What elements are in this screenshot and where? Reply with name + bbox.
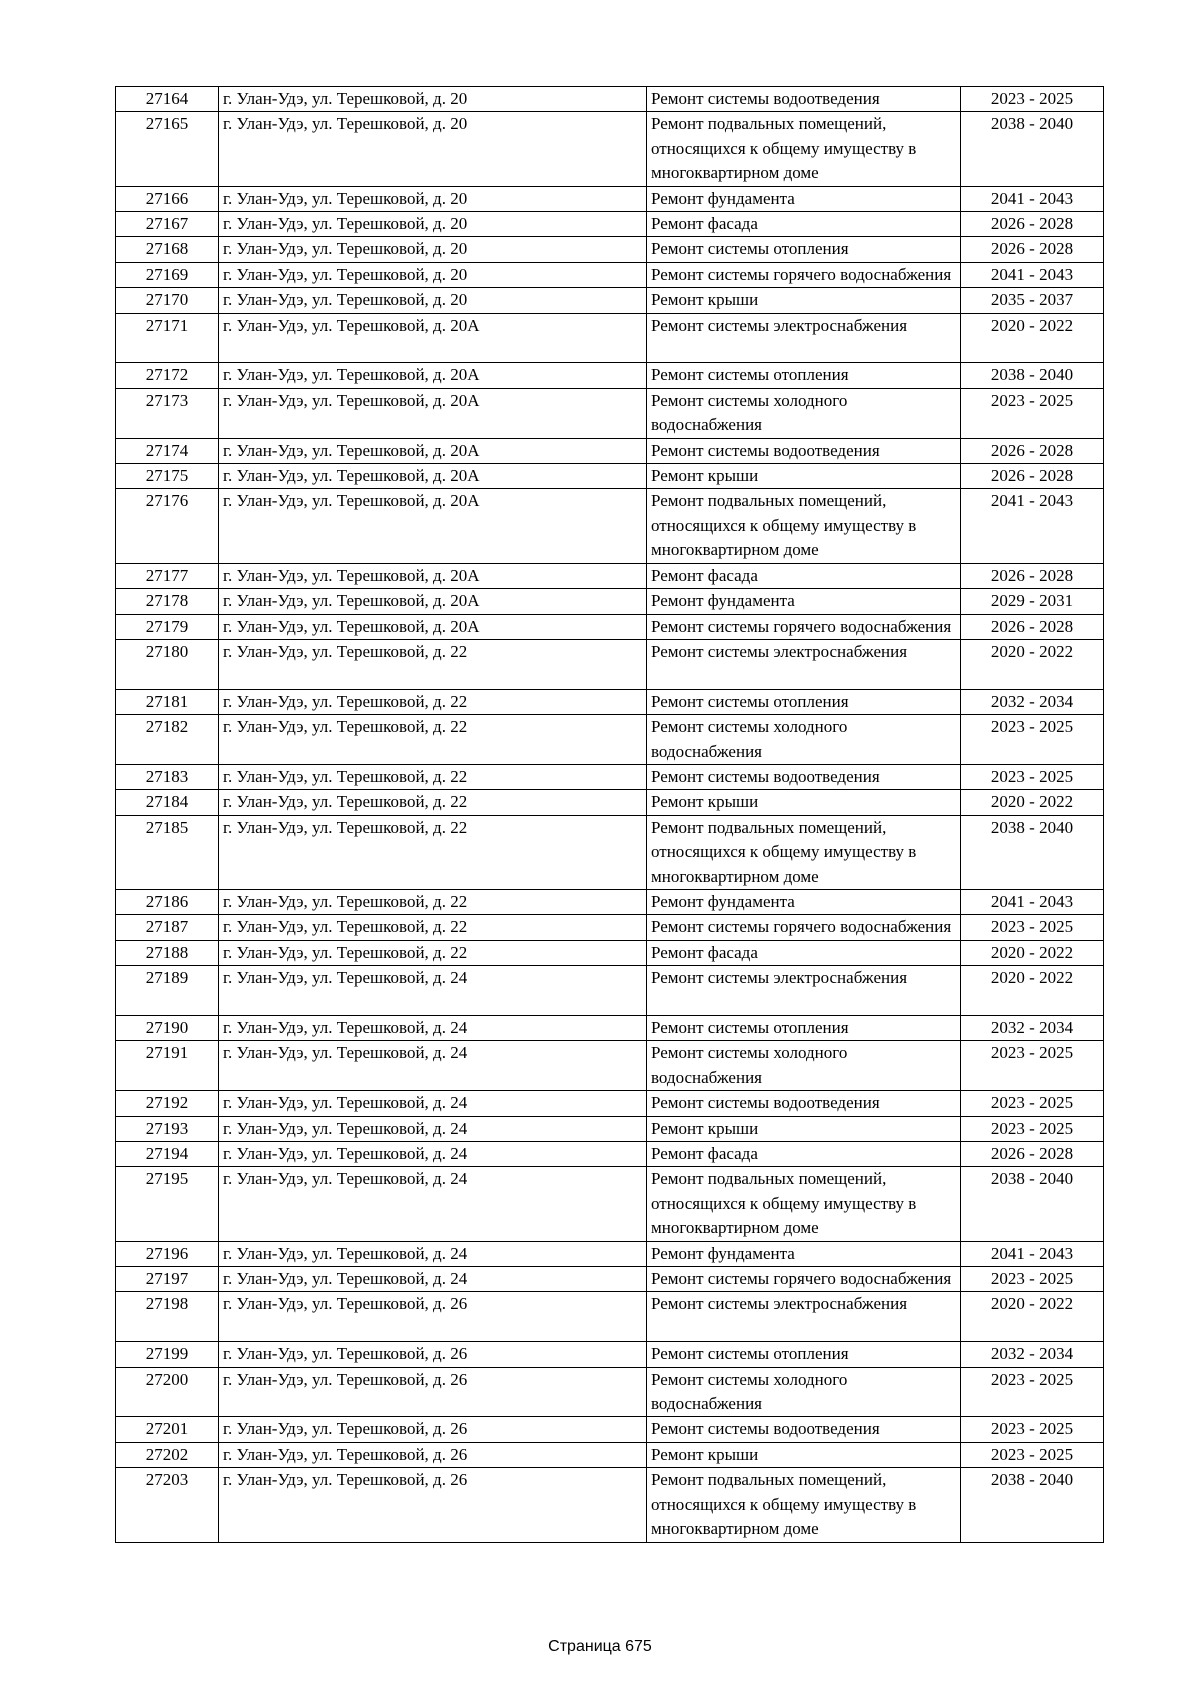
period-cell: 2029 - 2031 [961, 589, 1104, 614]
period-cell: 2032 - 2034 [961, 1015, 1104, 1040]
address-cell: г. Улан-Удэ, ул. Терешковой, д. 20 [219, 87, 647, 112]
work-type-cell: Ремонт системы электроснабжения [647, 639, 961, 689]
address-cell: г. Улан-Удэ, ул. Терешковой, д. 20А [219, 363, 647, 388]
work-type-cell: Ремонт системы водоотведения [647, 438, 961, 463]
work-type-cell: Ремонт системы горячего водоснабжения [647, 915, 961, 940]
table-row [116, 639, 1104, 689]
row-number-cell: 27185 [116, 815, 219, 889]
row-number-cell: 27181 [116, 689, 219, 714]
table-row [116, 288, 1104, 313]
row-number-cell: 27171 [116, 313, 219, 363]
table-row [116, 614, 1104, 639]
table-body [116, 87, 1104, 1543]
row-number-cell: 27199 [116, 1342, 219, 1367]
row-number-cell: 27177 [116, 563, 219, 588]
table-row [116, 464, 1104, 489]
period-cell: 2041 - 2043 [961, 186, 1104, 211]
address-cell: г. Улан-Удэ, ул. Терешковой, д. 26 [219, 1367, 647, 1417]
period-cell: 2023 - 2025 [961, 1091, 1104, 1116]
address-cell: г. Улан-Удэ, ул. Терешковой, д. 22 [219, 915, 647, 940]
period-cell: 2023 - 2025 [961, 388, 1104, 438]
period-cell: 2023 - 2025 [961, 1367, 1104, 1417]
table-row [116, 589, 1104, 614]
row-number-cell: 27203 [116, 1468, 219, 1542]
work-type-cell: Ремонт фасада [647, 563, 961, 588]
address-cell: г. Улан-Удэ, ул. Терешковой, д. 20 [219, 212, 647, 237]
row-number-cell: 27189 [116, 966, 219, 1016]
table-row [116, 715, 1104, 765]
work-type-cell: Ремонт системы отопления [647, 363, 961, 388]
work-type-cell: Ремонт фасада [647, 1142, 961, 1167]
row-number-cell: 27184 [116, 790, 219, 815]
table-row [116, 563, 1104, 588]
table-row [116, 1367, 1104, 1417]
address-cell: г. Улан-Удэ, ул. Терешковой, д. 24 [219, 1267, 647, 1292]
period-cell: 2026 - 2028 [961, 1142, 1104, 1167]
address-cell: г. Улан-Удэ, ул. Терешковой, д. 24 [219, 1241, 647, 1266]
work-type-cell: Ремонт фундамента [647, 1241, 961, 1266]
work-type-cell: Ремонт системы отопления [647, 689, 961, 714]
table-row [116, 689, 1104, 714]
row-number-cell: 27200 [116, 1367, 219, 1417]
row-number-cell: 27197 [116, 1267, 219, 1292]
work-type-cell: Ремонт системы электроснабжения [647, 313, 961, 363]
period-cell: 2023 - 2025 [961, 915, 1104, 940]
address-cell: г. Улан-Удэ, ул. Терешковой, д. 26 [219, 1417, 647, 1442]
address-cell: г. Улан-Удэ, ул. Терешковой, д. 22 [219, 715, 647, 765]
address-cell: г. Улан-Удэ, ул. Терешковой, д. 26 [219, 1292, 647, 1342]
table-row [116, 1468, 1104, 1542]
period-cell: 2020 - 2022 [961, 966, 1104, 1016]
row-number-cell: 27188 [116, 940, 219, 965]
address-cell: г. Улан-Удэ, ул. Терешковой, д. 26 [219, 1342, 647, 1367]
table-row [116, 915, 1104, 940]
table-row [116, 1241, 1104, 1266]
address-cell: г. Улан-Удэ, ул. Терешковой, д. 22 [219, 815, 647, 889]
address-cell: г. Улан-Удэ, ул. Терешковой, д. 20 [219, 186, 647, 211]
address-cell: г. Улан-Удэ, ул. Терешковой, д. 20А [219, 614, 647, 639]
row-number-cell: 27178 [116, 589, 219, 614]
period-cell: 2023 - 2025 [961, 87, 1104, 112]
work-type-cell: Ремонт системы холодного водоснабжения [647, 715, 961, 765]
work-type-cell: Ремонт системы отопления [647, 237, 961, 262]
address-cell: г. Улан-Удэ, ул. Терешковой, д. 22 [219, 889, 647, 914]
row-number-cell: 27183 [116, 764, 219, 789]
table-row [116, 790, 1104, 815]
period-cell: 2020 - 2022 [961, 790, 1104, 815]
table-row [116, 1142, 1104, 1167]
address-cell: г. Улан-Удэ, ул. Терешковой, д. 20А [219, 464, 647, 489]
row-number-cell: 27176 [116, 489, 219, 563]
address-cell: г. Улан-Удэ, ул. Терешковой, д. 20 [219, 288, 647, 313]
work-type-cell: Ремонт системы отопления [647, 1015, 961, 1040]
row-number-cell: 27179 [116, 614, 219, 639]
period-cell: 2038 - 2040 [961, 1167, 1104, 1241]
address-cell: г. Улан-Удэ, ул. Терешковой, д. 22 [219, 790, 647, 815]
row-number-cell: 27172 [116, 363, 219, 388]
period-cell: 2038 - 2040 [961, 112, 1104, 186]
row-number-cell: 27169 [116, 262, 219, 287]
work-type-cell: Ремонт фундамента [647, 589, 961, 614]
address-cell: г. Улан-Удэ, ул. Терешковой, д. 26 [219, 1442, 647, 1467]
work-type-cell: Ремонт системы холодного водоснабжения [647, 388, 961, 438]
table-row [116, 1342, 1104, 1367]
table-row [116, 112, 1104, 186]
period-cell: 2038 - 2040 [961, 815, 1104, 889]
period-cell: 2023 - 2025 [961, 715, 1104, 765]
work-type-cell: Ремонт фасада [647, 940, 961, 965]
row-number-cell: 27202 [116, 1442, 219, 1467]
address-cell: г. Улан-Удэ, ул. Терешковой, д. 24 [219, 1167, 647, 1241]
address-cell: г. Улан-Удэ, ул. Терешковой, д. 20А [219, 563, 647, 588]
row-number-cell: 27191 [116, 1041, 219, 1091]
table-row [116, 1091, 1104, 1116]
table-row [116, 186, 1104, 211]
period-cell: 2026 - 2028 [961, 614, 1104, 639]
address-cell: г. Улан-Удэ, ул. Терешковой, д. 20А [219, 589, 647, 614]
work-type-cell: Ремонт подвальных помещений, относящихся к общему имуществу в многоквартирном доме [647, 489, 961, 563]
work-type-cell: Ремонт фундамента [647, 186, 961, 211]
work-type-cell: Ремонт системы холодного водоснабжения [647, 1367, 961, 1417]
row-number-cell: 27194 [116, 1142, 219, 1167]
work-type-cell: Ремонт подвальных помещений, относящихся к общему имуществу в многоквартирном доме [647, 815, 961, 889]
row-number-cell: 27164 [116, 87, 219, 112]
address-cell: г. Улан-Удэ, ул. Терешковой, д. 20А [219, 313, 647, 363]
row-number-cell: 27173 [116, 388, 219, 438]
address-cell: г. Улан-Удэ, ул. Терешковой, д. 22 [219, 940, 647, 965]
period-cell: 2023 - 2025 [961, 1267, 1104, 1292]
work-type-cell: Ремонт системы горячего водоснабжения [647, 262, 961, 287]
row-number-cell: 27193 [116, 1116, 219, 1141]
table-row [116, 388, 1104, 438]
period-cell: 2038 - 2040 [961, 363, 1104, 388]
work-type-cell: Ремонт крыши [647, 288, 961, 313]
table-row [116, 889, 1104, 914]
period-cell: 2041 - 2043 [961, 1241, 1104, 1266]
table-row [116, 489, 1104, 563]
address-cell: г. Улан-Удэ, ул. Терешковой, д. 24 [219, 1142, 647, 1167]
table-row [116, 940, 1104, 965]
table-row [116, 262, 1104, 287]
work-type-cell: Ремонт системы водоотведения [647, 1417, 961, 1442]
address-cell: г. Улан-Удэ, ул. Терешковой, д. 24 [219, 966, 647, 1016]
table-row [116, 1442, 1104, 1467]
address-cell: г. Улан-Удэ, ул. Терешковой, д. 22 [219, 639, 647, 689]
table-row [116, 1292, 1104, 1342]
period-cell: 2023 - 2025 [961, 1041, 1104, 1091]
row-number-cell: 27166 [116, 186, 219, 211]
table-row [116, 237, 1104, 262]
work-type-cell: Ремонт крыши [647, 1442, 961, 1467]
period-cell: 2038 - 2040 [961, 1468, 1104, 1542]
table-row [116, 815, 1104, 889]
address-cell: г. Улан-Удэ, ул. Терешковой, д. 20А [219, 388, 647, 438]
row-number-cell: 27195 [116, 1167, 219, 1241]
period-cell: 2026 - 2028 [961, 464, 1104, 489]
row-number-cell: 27180 [116, 639, 219, 689]
table-row [116, 1167, 1104, 1241]
work-type-cell: Ремонт подвальных помещений, относящихся к общему имуществу в многоквартирном доме [647, 1468, 961, 1542]
address-cell: г. Улан-Удэ, ул. Терешковой, д. 22 [219, 689, 647, 714]
work-type-cell: Ремонт подвальных помещений, относящихся к общему имуществу в многоквартирном доме [647, 1167, 961, 1241]
work-type-cell: Ремонт системы электроснабжения [647, 1292, 961, 1342]
period-cell: 2020 - 2022 [961, 639, 1104, 689]
work-type-cell: Ремонт крыши [647, 790, 961, 815]
row-number-cell: 27167 [116, 212, 219, 237]
period-cell: 2020 - 2022 [961, 940, 1104, 965]
row-number-cell: 27190 [116, 1015, 219, 1040]
table-row [116, 438, 1104, 463]
table-row [116, 966, 1104, 1016]
address-cell: г. Улан-Удэ, ул. Терешковой, д. 20А [219, 489, 647, 563]
period-cell: 2035 - 2037 [961, 288, 1104, 313]
table-row [116, 212, 1104, 237]
work-type-cell: Ремонт крыши [647, 464, 961, 489]
address-cell: г. Улан-Удэ, ул. Терешковой, д. 20А [219, 438, 647, 463]
row-number-cell: 27170 [116, 288, 219, 313]
work-type-cell: Ремонт системы отопления [647, 1342, 961, 1367]
table-row [116, 1116, 1104, 1141]
row-number-cell: 27175 [116, 464, 219, 489]
table-row [116, 1417, 1104, 1442]
row-number-cell: 27168 [116, 237, 219, 262]
table-row [116, 1267, 1104, 1292]
work-type-cell: Ремонт системы горячего водоснабжения [647, 614, 961, 639]
period-cell: 2020 - 2022 [961, 1292, 1104, 1342]
address-cell: г. Улан-Удэ, ул. Терешковой, д. 24 [219, 1041, 647, 1091]
period-cell: 2023 - 2025 [961, 1442, 1104, 1467]
table-row [116, 87, 1104, 112]
work-type-cell: Ремонт системы водоотведения [647, 1091, 961, 1116]
row-number-cell: 27165 [116, 112, 219, 186]
row-number-cell: 27192 [116, 1091, 219, 1116]
period-cell: 2026 - 2028 [961, 212, 1104, 237]
period-cell: 2023 - 2025 [961, 764, 1104, 789]
row-number-cell: 27187 [116, 915, 219, 940]
work-type-cell: Ремонт подвальных помещений, относящихся к общему имуществу в многоквартирном доме [647, 112, 961, 186]
row-number-cell: 27182 [116, 715, 219, 765]
work-type-cell: Ремонт системы водоотведения [647, 87, 961, 112]
period-cell: 2041 - 2043 [961, 889, 1104, 914]
row-number-cell: 27186 [116, 889, 219, 914]
row-number-cell: 27201 [116, 1417, 219, 1442]
table-row [116, 363, 1104, 388]
work-type-cell: Ремонт системы водоотведения [647, 764, 961, 789]
work-type-cell: Ремонт системы горячего водоснабжения [647, 1267, 961, 1292]
row-number-cell: 27196 [116, 1241, 219, 1266]
period-cell: 2026 - 2028 [961, 237, 1104, 262]
address-cell: г. Улан-Удэ, ул. Терешковой, д. 24 [219, 1091, 647, 1116]
period-cell: 2020 - 2022 [961, 313, 1104, 363]
period-cell: 2026 - 2028 [961, 438, 1104, 463]
work-type-cell: Ремонт фасада [647, 212, 961, 237]
table-row [116, 764, 1104, 789]
address-cell: г. Улан-Удэ, ул. Терешковой, д. 20 [219, 262, 647, 287]
address-cell: г. Улан-Удэ, ул. Терешковой, д. 22 [219, 764, 647, 789]
address-cell: г. Улан-Удэ, ул. Терешковой, д. 26 [219, 1468, 647, 1542]
period-cell: 2023 - 2025 [961, 1116, 1104, 1141]
row-number-cell: 27198 [116, 1292, 219, 1342]
address-cell: г. Улан-Удэ, ул. Терешковой, д. 24 [219, 1015, 647, 1040]
address-cell: г. Улан-Удэ, ул. Терешковой, д. 24 [219, 1116, 647, 1141]
address-cell: г. Улан-Удэ, ул. Терешковой, д. 20 [219, 237, 647, 262]
page-number: Страница 675 [548, 1638, 652, 1655]
table-row [116, 1015, 1104, 1040]
table-row [116, 313, 1104, 363]
period-cell: 2032 - 2034 [961, 1342, 1104, 1367]
period-cell: 2041 - 2043 [961, 489, 1104, 563]
repair-schedule-table [115, 86, 1104, 1543]
row-number-cell: 27174 [116, 438, 219, 463]
period-cell: 2032 - 2034 [961, 689, 1104, 714]
work-type-cell: Ремонт крыши [647, 1116, 961, 1141]
work-type-cell: Ремонт системы электроснабжения [647, 966, 961, 1016]
period-cell: 2023 - 2025 [961, 1417, 1104, 1442]
period-cell: 2041 - 2043 [961, 262, 1104, 287]
period-cell: 2026 - 2028 [961, 563, 1104, 588]
address-cell: г. Улан-Удэ, ул. Терешковой, д. 20 [219, 112, 647, 186]
document-page [115, 86, 1103, 1543]
work-type-cell: Ремонт системы холодного водоснабжения [647, 1041, 961, 1091]
table-row [116, 1041, 1104, 1091]
work-type-cell: Ремонт фундамента [647, 889, 961, 914]
